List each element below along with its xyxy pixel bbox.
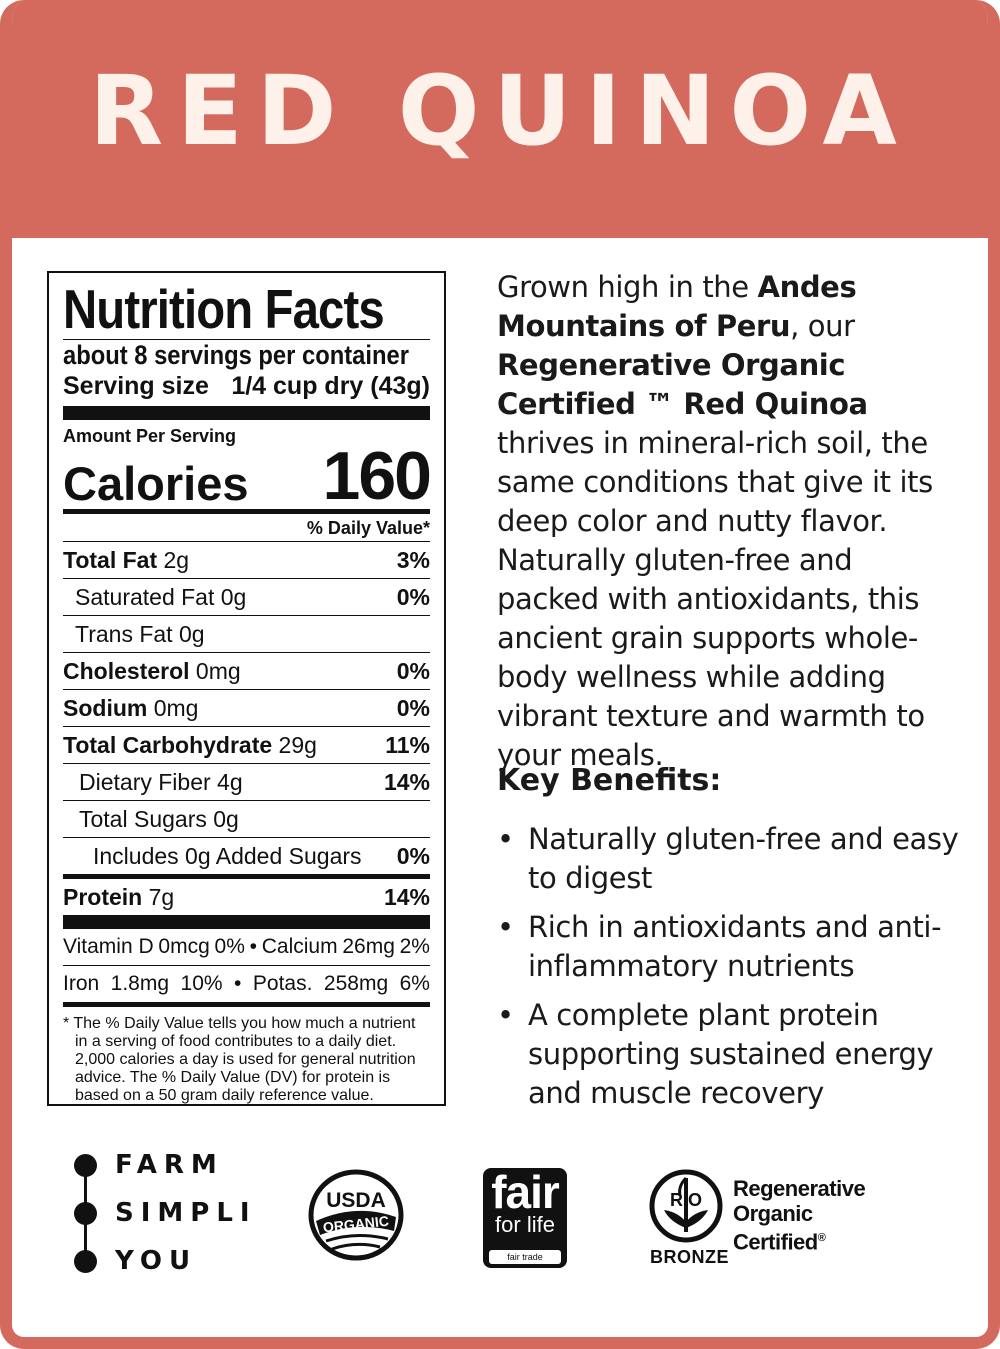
calories-label: Calories [63, 457, 249, 510]
for-life-label: for life [495, 1212, 555, 1237]
amount-per-serving: Amount Per Serving [63, 426, 237, 446]
nutrient-pct: 0% [396, 657, 430, 684]
nutrient-label: Trans Fat 0g [75, 620, 205, 647]
nutrient-pct: 14% [383, 768, 430, 795]
description-text: Grown high in the [497, 270, 758, 304]
vitamin-row [63, 929, 430, 965]
description-text: , our [790, 309, 855, 343]
nutrient-row-protein [63, 874, 430, 915]
farm-simpli-you-logo [72, 1148, 272, 1278]
vitamin-name: Iron [63, 972, 100, 995]
nutrient-label: Total Carbohydrate [63, 731, 273, 758]
nutrient-row-saturated-fat [63, 578, 430, 615]
fair-trade-tag: fair trade [489, 1250, 561, 1264]
vitamin-amount: 1.8mg [110, 972, 170, 995]
nutrient-label: Sodium [63, 694, 148, 721]
bullet-icon: • [497, 998, 514, 1032]
usda-organic-seal-icon [308, 1169, 404, 1266]
list-item [497, 820, 967, 898]
nutrient-row-total-carbohydrate [63, 726, 430, 763]
vitamin-pct: 10% [180, 972, 223, 995]
nutrient-label: Includes 0g Added Sugars [93, 842, 362, 869]
benefit-text: A complete plant protein supporting sustained energy and muscle recovery [528, 998, 934, 1110]
vitamin-name: Calcium [261, 935, 338, 958]
nutrient-pct: 11% [385, 731, 430, 758]
daily-value-header: % Daily Value* [306, 518, 430, 538]
logo-dot-icon [74, 1154, 97, 1177]
roc-line: Certified [733, 1229, 818, 1255]
logo-word: SIMPLI [115, 1198, 257, 1228]
list-item [497, 996, 967, 1113]
description-text: thrives in mineral-rich soil, the same conditions that give it its deep color and nutty flavor. Naturally gluten-free and packed with antioxidants, this ancient grain supports whole-body wellness while adding vibrant texture and warmth to your meals. [497, 426, 933, 772]
vitamin-amount: 0mcg [158, 935, 210, 958]
calories-value: 160 [322, 438, 430, 514]
nutrient-pct: 3% [396, 546, 430, 573]
vitamin-amount: 258mg [323, 972, 389, 995]
vitamin-pct: 0% [214, 935, 245, 958]
key-benefits-title: Key Benefits: [497, 763, 722, 798]
nutrient-pct: 0% [396, 583, 430, 610]
nutrient-amount: 0mg [153, 694, 199, 721]
roc-level-label: BRONZE [650, 1247, 729, 1267]
logo-dot-icon [74, 1202, 97, 1225]
fair-label: fair [491, 1166, 559, 1218]
logo-word: YOU [115, 1246, 198, 1276]
vitamin-name: Vitamin D [63, 935, 154, 958]
nutrient-label: Saturated Fat 0g [75, 583, 247, 610]
roc-line: Organic [733, 1201, 813, 1226]
serving-size-row [63, 371, 430, 406]
product-description [497, 268, 957, 775]
key-benefits-list [497, 820, 967, 1123]
vitamin-pct: 2% [399, 935, 430, 958]
divider-medium [63, 1002, 430, 1007]
nutrient-amount: 29g [278, 731, 317, 758]
servings-per-container: about 8 servings per container [63, 340, 409, 370]
nutrient-pct: 14% [383, 883, 430, 910]
nutrient-amount: 7g [148, 883, 175, 910]
bullet-icon: • [497, 910, 514, 944]
serving-size-value: 1/4 cup dry (43g) [231, 372, 430, 400]
nutrient-row-total-sugars [63, 800, 430, 837]
divider-thick [63, 406, 430, 420]
bullet-icon: • [497, 822, 514, 856]
serving-size-label: Serving size [63, 372, 209, 400]
regenerative-organic-certified-icon [648, 1166, 726, 1251]
bullet-icon: • [234, 972, 242, 995]
description-emphasis: Regenerative Organic Certified ™ Red Quinoa [497, 348, 868, 421]
bullet-icon: • [249, 935, 257, 958]
nutrient-label: Cholesterol [63, 657, 190, 684]
logo-dot-icon [74, 1250, 97, 1273]
product-title: RED QUINOA [89, 55, 911, 167]
description-emphasis: Andes Mountains of Peru [497, 270, 857, 343]
list-item [497, 908, 967, 986]
nutrient-row-trans-fat [63, 615, 430, 652]
title-banner [12, 0, 988, 238]
logo-word: FARM [115, 1150, 224, 1180]
nutrient-label: Protein [63, 883, 143, 910]
nutrient-row-added-sugars [63, 837, 430, 874]
nutrition-facts-panel [47, 271, 446, 1106]
fair-for-life-logo [483, 1168, 567, 1268]
nutrient-row-sodium [63, 689, 430, 726]
nutrient-row-total-fat [63, 541, 430, 578]
nutrient-row-cholesterol [63, 652, 430, 689]
benefit-text: Naturally gluten-free and easy to digest [528, 822, 959, 895]
roc-line: Regenerative [733, 1176, 866, 1201]
divider-thick [63, 915, 430, 929]
vitamin-name: Potas. [252, 972, 313, 995]
nutrient-label: Total Fat [63, 546, 158, 573]
nutrient-label: Total Sugars 0g [79, 805, 239, 832]
registered-mark: ® [817, 1232, 826, 1244]
nutrient-amount: 2g [163, 546, 190, 573]
roc-wordmark [733, 1176, 865, 1254]
daily-value-footnote: * The % Daily Value tells you how much a nutrient in a serving of food contributes to a daily diet. 2,000 calories a day is used for general nutrition advice. The % Daily Value (DV) for protein is based on a 50 gram daily reference value. [63, 1015, 416, 1104]
nutrient-amount: 0mg [195, 657, 241, 684]
calories-row [63, 438, 430, 514]
nutrient-row-dietary-fiber [63, 763, 430, 800]
roc-letters: R O [669, 1190, 703, 1210]
vitamin-amount: 26mg [342, 935, 395, 958]
nutrient-label: Dietary Fiber 4g [79, 768, 243, 795]
vitamin-row [63, 966, 430, 1002]
nutrition-facts-title: Nutrition Facts [63, 278, 384, 340]
nutrient-pct: 0% [396, 842, 430, 869]
organic-label: ORGANIC [322, 1212, 390, 1236]
nutrient-pct: 0% [396, 694, 430, 721]
usda-label: USDA [326, 1189, 386, 1212]
benefit-text: Rich in antioxidants and anti-inflammatory nutrients [528, 910, 942, 983]
vitamin-pct: 6% [399, 972, 430, 995]
